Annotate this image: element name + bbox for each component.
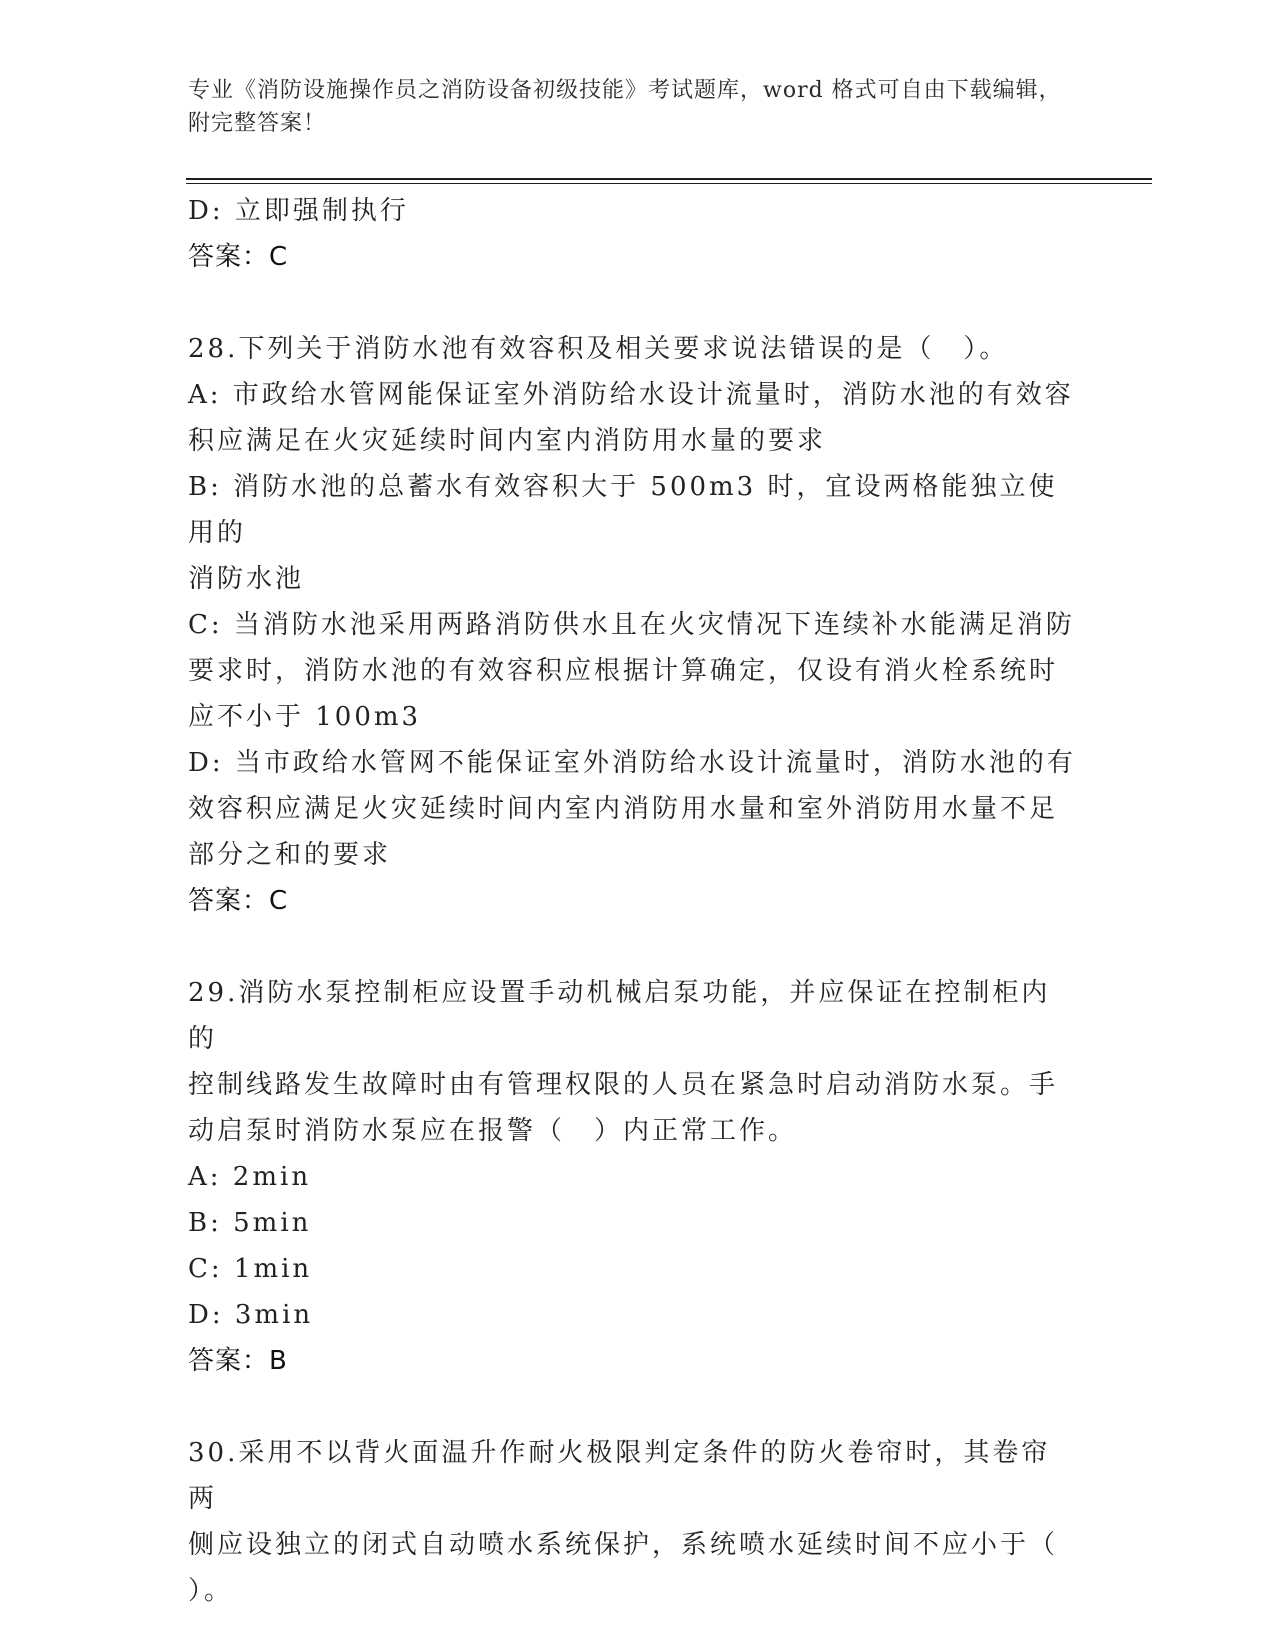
header-rule-thin: [186, 183, 1152, 184]
q28-option-d-cont2: 部分之和的要求: [188, 840, 392, 870]
q29-answer: 答案：B: [188, 1346, 288, 1376]
prev-option-d: D: 立即强制执行: [188, 196, 409, 226]
q29-stem: 29.消防水泵控制柜应设置手动机械启泵功能，并应保证在控制柜内的: [188, 978, 1051, 1054]
prev-answer: 答案：C: [188, 242, 289, 272]
q29-option-a: A: 2min: [188, 1162, 312, 1192]
question-content: [188, 188, 1078, 1614]
q29-option-c: C: 1min: [188, 1254, 313, 1284]
spacer: [188, 1384, 1078, 1430]
q28-option-c-cont2: 应不小于 100m3: [188, 702, 422, 732]
q28-option-c: C: 当消防水池采用两路消防供水且在火灾情况下连续补水能满足消防: [188, 610, 1075, 640]
q28-option-d-cont: 效容积应满足火灾延续时间内室内消防用水量和室外消防用水量不足: [188, 794, 1059, 824]
q29-option-d: D: 3min: [188, 1300, 314, 1330]
q28-option-b-cont: 消防水池: [188, 564, 305, 594]
q28-option-a: A: 市政给水管网能保证室外消防给水设计流量时，消防水池的有效容: [188, 380, 1074, 410]
q28-stem: 28.下列关于消防水池有效容积及相关要求说法错误的是（ ）。: [188, 334, 1009, 364]
spacer: [188, 280, 1078, 326]
q30-stem-cont: 侧应设独立的闭式自动喷水系统保护，系统喷水延续时间不应小于（: [188, 1530, 1059, 1560]
q30-stem-cont2: ）。: [188, 1576, 234, 1606]
q28-option-b: B: 消防水池的总蓄水有效容积大于 500m3 时，宜设两格能独立使用的: [188, 472, 1058, 548]
q29-stem-cont2: 动启泵时消防水泵应在报警（ ）内正常工作。: [188, 1116, 798, 1146]
header-rule-thick: [186, 178, 1152, 180]
q28-option-c-cont: 要求时，消防水池的有效容积应根据计算确定，仅设有消火栓系统时: [188, 656, 1059, 686]
spacer: [188, 924, 1078, 970]
document-header: 专业《消防设施操作员之消防设备初级技能》考试题库，word 格式可自由下载编辑，附完整答案！: [188, 78, 1062, 136]
q28-answer: 答案：C: [188, 886, 289, 916]
q29-stem-cont: 控制线路发生故障时由有管理权限的人员在紧急时启动消防水泵。手: [188, 1070, 1059, 1100]
q28-option-a-cont: 积应满足在火灾延续时间内室内消防用水量的要求: [188, 426, 827, 456]
q29-option-b: B: 5min: [188, 1208, 312, 1238]
q28-option-d: D: 当市政给水管网不能保证室外消防给水设计流量时，消防水池的有: [188, 748, 1076, 778]
q30-stem: 30.采用不以背火面温升作耐火极限判定条件的防火卷帘时，其卷帘两: [188, 1438, 1051, 1514]
